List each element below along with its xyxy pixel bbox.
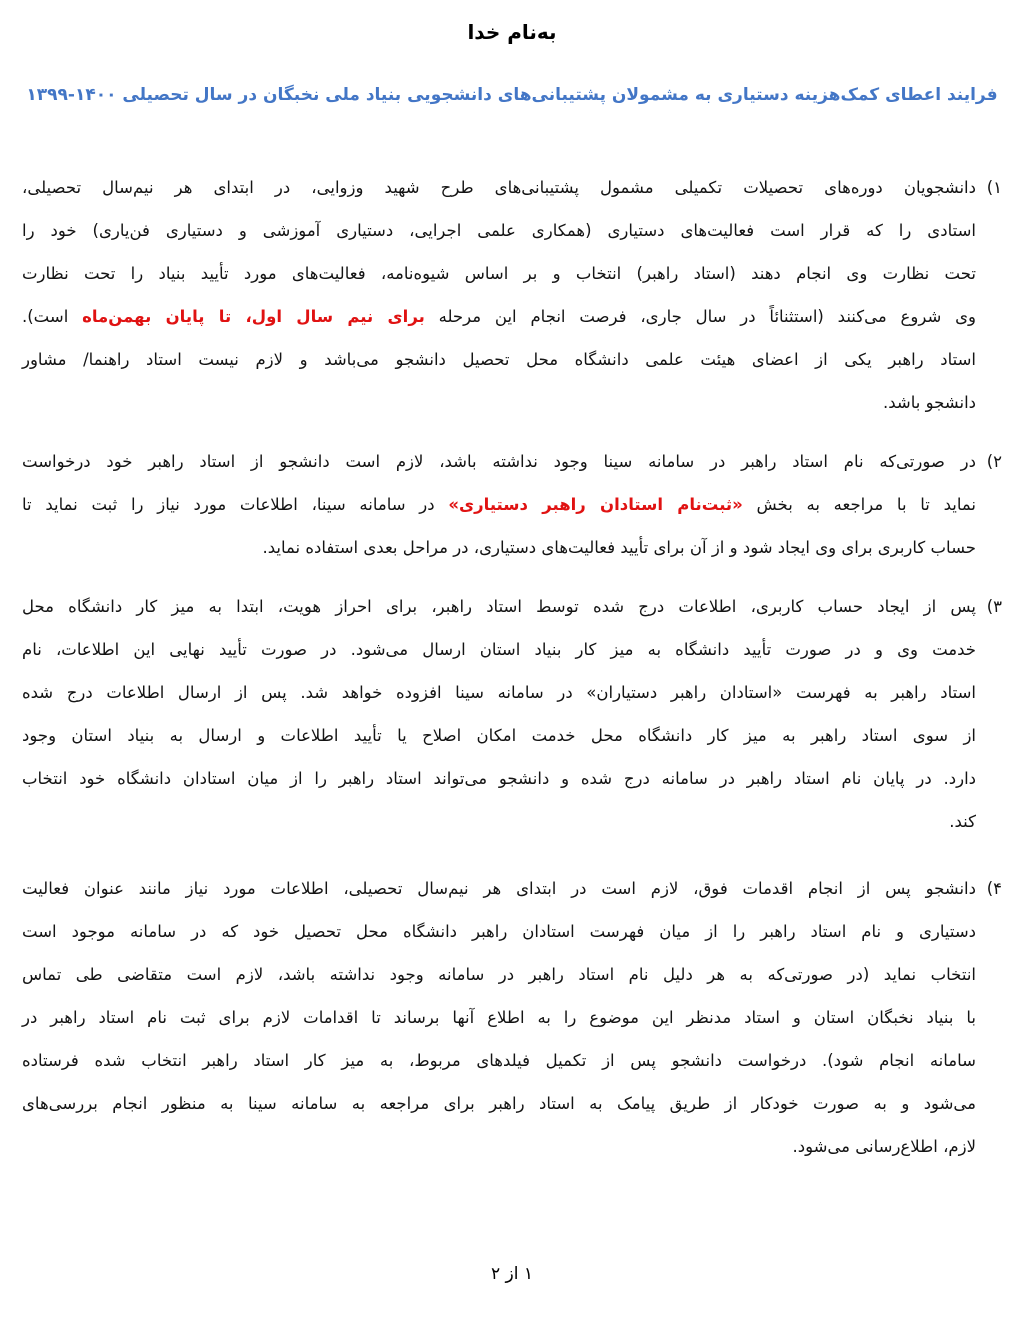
item-number: ۲) xyxy=(986,452,1002,471)
paragraph-item xyxy=(22,867,1002,1168)
paragraph-line xyxy=(22,671,976,714)
text-segment: لازم، اطلاع‌رسانی می‌شود. xyxy=(792,1137,976,1156)
paragraph-line xyxy=(22,252,976,295)
text-segment: دستیاری و نام استاد راهبر را از میان فهرست استادان راهبر دانشگاه محل تحصیل خود که در سامانه موجود است xyxy=(22,922,976,941)
item-number: ۱) xyxy=(986,178,1002,197)
text-segment: کند. xyxy=(949,812,976,831)
paragraph-line xyxy=(22,209,976,252)
bismillah-heading: به‌نام خدا xyxy=(467,20,557,44)
paragraph-line xyxy=(22,526,976,569)
text-segment: با بنیاد نخبگان استان و استاد مدنظر این موضوع را به اطلاع آنها برساند تا اقدامات لازم برای ثبت نام استاد راهبر در xyxy=(22,1008,976,1027)
text-segment: حساب کاربری برای وی ایجاد شود و از آن برای تأیید فعالیت‌های دستیاری، در مراحل بعدی استفاده نماید. xyxy=(262,538,976,557)
paragraph-line xyxy=(22,166,976,209)
text-segment: استادی را که قرار است فعالیت‌های دستیاری (همکاری علمی اجرایی، دستیاری آموزشی و دستیاری فن‌یاری) خود را xyxy=(22,221,976,240)
document-title: فرایند اعطای کمک‌هزینه دستیاری به مشمولان پشتیبانی‌های دانشجویی بنیاد ملی نخبگان در سال تحصیلی ۱۴۰۰-۱۳۹۹ xyxy=(26,85,998,105)
paragraph-line xyxy=(22,867,976,910)
text-segment: خدمت وی و در صورت تأیید دانشگاه به میز کار بنیاد استان ارسال می‌شود. در صورت تأیید نهایی این اطلاعات، نام xyxy=(22,640,976,659)
text-segment: استاد راهبر یکی از اعضای هیئت علمی دانشگاه محل تحصیل دانشجو می‌باشد و لازم نیست استاد راهنما/ مشاور xyxy=(22,350,976,369)
red-emphasis-text: برای نیم سال اول، تا پایان بهمن‌ماه xyxy=(82,307,425,326)
text-segment: استاد راهبر به فهرست «استادان راهبر دستیاران» در سامانه سینا افزوده خواهد شد. پس از ارسال اطلاعات درج شده xyxy=(22,683,976,702)
item-number: ۴) xyxy=(986,879,1002,898)
text-segment: است). xyxy=(22,307,83,326)
text-segment: وی شروع می‌کنند (استثنائاً در سال جاری، فرصت انجام این مرحله xyxy=(424,307,976,326)
paragraph-line xyxy=(22,483,976,526)
paragraph-line xyxy=(22,757,976,800)
text-segment: دانشجو باشد. xyxy=(882,393,976,412)
paragraph-line xyxy=(22,996,976,1039)
text-segment: انتخاب نماید (در صورتی‌که به هر دلیل نام استاد راهبر در سامانه وجود نداشته باشد، لازم است متقاضی طی تماس xyxy=(22,965,976,984)
paragraph-line xyxy=(22,953,976,996)
item-number: ۳) xyxy=(986,597,1002,616)
page-number: ۱ از ۲ xyxy=(490,1264,534,1284)
paragraph-line xyxy=(22,628,976,671)
paragraph-line xyxy=(22,381,976,424)
paragraph-line xyxy=(22,338,976,381)
paragraph-line xyxy=(22,1125,976,1168)
text-segment: تحت نظارت وی انجام دهند (استاد راهبر) انتخاب و بر اساس شیوه‌نامه، فعالیت‌های مورد تأیید بنیاد را تحت نظارت xyxy=(22,264,976,283)
paragraph-line xyxy=(22,714,976,757)
text-segment: دانشجویان دوره‌های تحصیلات تکمیلی مشمول پشتیبانی‌های طرح شهید وزوایی، در ابتدای هر نیم‌سال تحصیلی، xyxy=(22,178,976,197)
paragraph-line xyxy=(22,585,976,628)
text-segment: پس از ایجاد حساب کاربری، اطلاعات درج شده توسط استاد راهبر، برای احراز هویت، ابتدا به میز کار دانشگاه محل xyxy=(22,597,976,616)
text-segment: نماید تا با مراجعه به بخش xyxy=(742,495,976,514)
red-emphasis-text: «ثبت‌نام استادان راهبر دستیاری» xyxy=(448,495,743,514)
document-body xyxy=(22,166,1002,1168)
text-segment: در صورتی‌که نام استاد راهبر در سامانه سینا وجود نداشته باشد، لازم است دانشجو از استاد راهبر خود درخواست xyxy=(22,452,976,471)
paragraph-line xyxy=(22,440,976,483)
text-segment: از سوی استاد راهبر به میز کار دانشگاه محل خدمت امکان اصلاح یا تأیید اطلاعات و ارسال به بنیاد استان وجود xyxy=(22,726,976,745)
paragraph-line xyxy=(22,800,976,843)
text-segment: در سامانه سینا، اطلاعات مورد نیاز را ثبت نماید تا xyxy=(22,495,449,514)
paragraph-line xyxy=(22,910,976,953)
text-segment: سامانه انجام شود). درخواست دانشجو پس از تکمیل فیلدهای مربوط، به میز کار استاد راهبر انتخاب شده فرستاده xyxy=(22,1051,976,1070)
text-segment: می‌شود و به صورت خودکار از طریق پیامک به استاد راهبر برای مراجعه به سامانه سینا به منظور انجام بررسی‌های xyxy=(22,1094,976,1113)
text-segment: دارد. در پایان نام استاد راهبر در سامانه درج شده و دانشجو می‌تواند استاد راهبر را از میان استادان دانشگاه خود انتخاب xyxy=(22,769,976,788)
paragraph-item xyxy=(22,440,1002,569)
paragraph-line xyxy=(22,295,976,338)
paragraph-item xyxy=(22,166,1002,424)
paragraph-line xyxy=(22,1082,976,1125)
paragraph-line xyxy=(22,1039,976,1082)
paragraph-item xyxy=(22,585,1002,843)
text-segment: دانشجو پس از انجام اقدمات فوق، لازم است در ابتدای هر نیم‌سال تحصیلی، اطلاعات مورد نیاز مانند عنوان فعالیت xyxy=(22,879,976,898)
